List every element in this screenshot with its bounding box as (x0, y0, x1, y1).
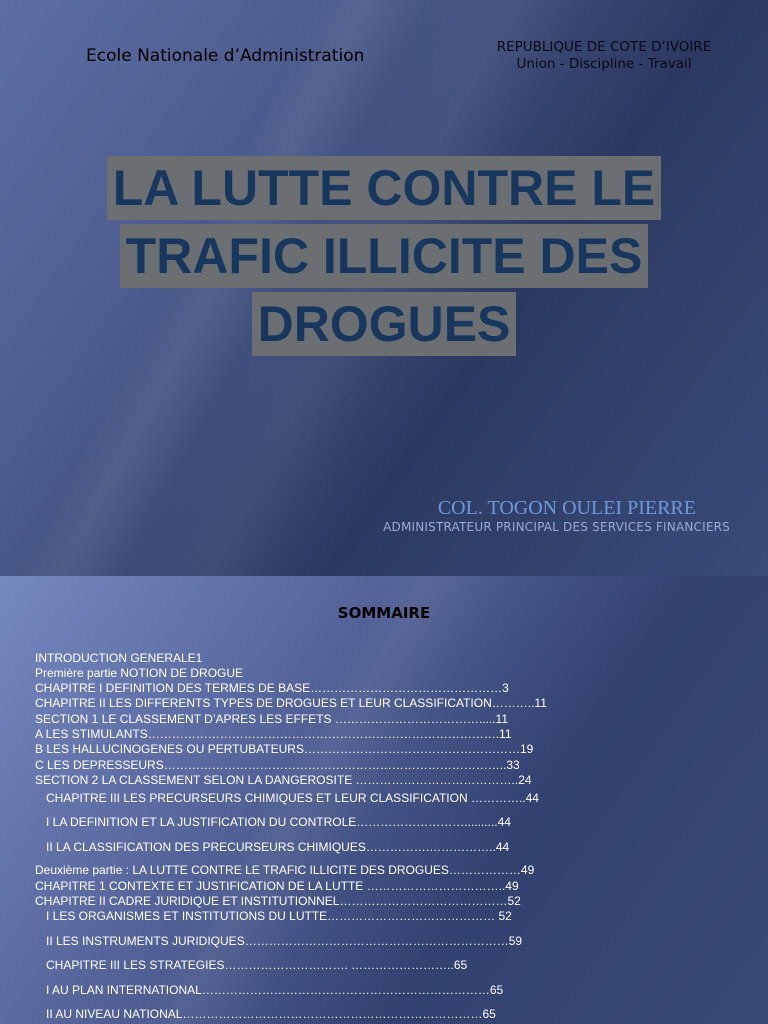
toc-entry: II LA CLASSIFICATION DES PRECURSEURS CHIMIQUES…………….……………..44 (46, 840, 510, 854)
toc-entry: I AU PLAN INTERNATIONAL………………………………………………………………65 (46, 983, 504, 997)
title-line-3: DROGUES (252, 292, 517, 356)
toc-entry: SECTION 2 LA CLASSEMENT SELON LA DANGEROSITE …………………………………..24 (35, 773, 532, 787)
toc-entry: C LES DEPRESSEURS…………………………………………………………………………..33 (35, 758, 520, 772)
toc-entry: CHAPITRE III LES PRECURSEURS CHIMIQUES ET LEUR CLASSIFICATION …………..44 (46, 791, 539, 805)
toc-entry: Deuxième partie : LA LUTTE CONTRE LE TRAFIC ILLICITE DES DROGUES………………49 (35, 863, 535, 877)
summary-heading: SOMMAIRE (337, 604, 431, 622)
summary-slide (0, 576, 768, 1024)
toc-entry: INTRODUCTION GENERALE1 (35, 651, 203, 665)
toc-entry: Première partie NOTION DE DROGUE (35, 666, 244, 680)
toc-entry: II LES INSTRUMENTS JURIDIQUES…………………………………………………………59 (46, 934, 523, 948)
toc-entry: SECTION 1 LE CLASSEMENT D’APRES LES EFFETS ……………………………….....11 (35, 712, 508, 726)
toc-entry: II AU NIVEAU NATIONAL…………………………………………………………………65 (46, 1007, 496, 1021)
title-line-1: LA LUTTE CONTRE LE (107, 156, 662, 220)
toc-entry: CHAPITRE I DEFINITION DES TERMES DE BASE…………………………………………3 (35, 681, 509, 695)
toc-entry: I LES ORGANISMES ET INSTITUTIONS DU LUTTE…………………………………… 52 (46, 909, 512, 923)
toc-entry: CHAPITRE II CADRE JURIDIQUE ET INSTITUTIONNEL……………………………………52 (35, 894, 521, 908)
republic-header (474, 39, 734, 73)
slide-title (0, 156, 768, 360)
republic-motto: Union - Discipline - Travail (516, 56, 692, 72)
toc-entry: CHAPITRE II LES DIFFERENTS TYPES DE DROGUES ET LEUR CLASSIFICATION………..11 (35, 696, 547, 710)
republic-name: REPUBLIQUE DE COTE D’IVOIRE (496, 39, 712, 55)
author-role: ADMINISTRATEUR PRINCIPAL DES SERVICES FINANCIERS (383, 520, 730, 534)
toc-entry: CHAPITRE III LES STRATEGIES…………………………. ……………………..65 (46, 958, 468, 972)
title-line-2: TRAFIC ILLICITE DES (120, 224, 649, 288)
toc-entry: I LA DEFINITION ET LA JUSTIFICATION DU CONTROLE………………………..........44 (46, 815, 511, 829)
school-name: Ecole Nationale d’Administration (86, 46, 365, 66)
toc-entry: B LES HALLUCINOGENES OU PERTUBATEURS………………………………………………19 (35, 742, 534, 756)
toc-entry: A LES STIMULANTS…………………………………………………………………………….11 (35, 727, 512, 741)
author-name: COL. TOGON OULEI PIERRE (437, 497, 696, 519)
toc-entry: CHAPITRE 1 CONTEXTE ET JUSTIFICATION DE LA LUTTE ……………………………..49 (35, 879, 519, 893)
